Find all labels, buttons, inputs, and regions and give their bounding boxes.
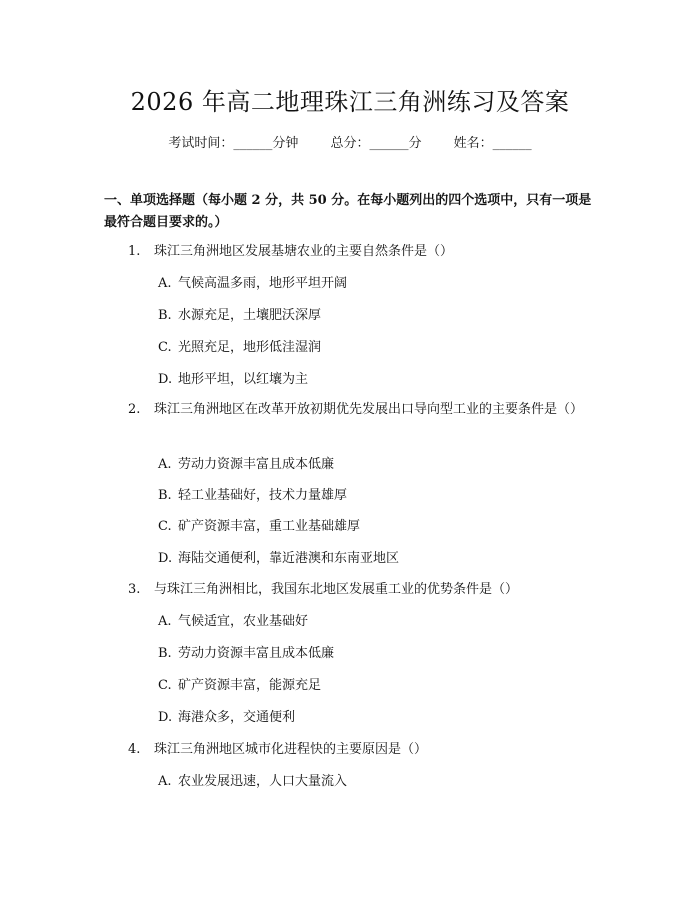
question-2 (104, 399, 600, 421)
option-text: 光照充足，地形低洼湿润 (178, 340, 322, 355)
question-4 (104, 739, 600, 761)
option-letter: A. (158, 457, 172, 472)
option-letter: A. (158, 276, 172, 291)
option (158, 337, 578, 359)
option-letter: B. (158, 646, 172, 661)
option-text: 轻工业基础好，技术力量雄厚 (178, 488, 348, 503)
option (158, 369, 578, 391)
question-1 (104, 241, 600, 263)
option-text: 矿产资源丰富，能源充足 (178, 678, 322, 693)
option (158, 454, 578, 476)
exam-time: 考试时间：______分钟 (168, 136, 299, 151)
question-number: 1. (128, 244, 141, 259)
option-text: 矿产资源丰富，重工业基础雄厚 (178, 519, 361, 534)
exam-info (0, 132, 700, 151)
option (158, 516, 578, 538)
option-letter: A. (158, 614, 172, 629)
option-text: 气候高温多雨，地形平坦开阔 (178, 276, 348, 291)
option (158, 485, 578, 507)
option (158, 305, 578, 327)
option-letter: D. (158, 710, 173, 725)
option-letter: C. (158, 678, 172, 693)
option-letter: C. (158, 519, 172, 534)
option-letter: A. (158, 774, 172, 789)
question-number: 4. (128, 742, 141, 757)
option (158, 771, 578, 793)
question-text: 珠江三角洲地区发展基塘农业的主要自然条件是（） (154, 244, 454, 259)
option (158, 611, 578, 633)
option-text: 劳动力资源丰富且成本低廉 (178, 646, 335, 661)
question-number: 3. (128, 582, 141, 597)
section-heading: 一、单项选择题（每小题 2 分，共 50 分。在每小题列出的四个选项中，只有一项是最符合题目要求的。） (104, 193, 592, 230)
option-text: 地形平坦，以红壤为主 (178, 372, 309, 387)
option-text: 劳动力资源丰富且成本低廉 (178, 457, 335, 472)
option-text: 海港众多，交通便利 (178, 710, 296, 725)
option (158, 707, 578, 729)
option-text: 气候适宜，农业基础好 (178, 614, 309, 629)
student-name: 姓名：______ (453, 136, 532, 151)
option-letter: D. (158, 372, 173, 387)
question-3 (104, 579, 600, 601)
option-letter: B. (158, 488, 172, 503)
option (158, 548, 578, 570)
option-text: 农业发展迅速，人口大量流入 (178, 774, 348, 789)
option (158, 643, 578, 665)
question-text: 珠江三角洲地区城市化进程快的主要原因是（） (154, 742, 428, 757)
total-score: 总分：______分 (330, 136, 422, 151)
option (158, 675, 578, 697)
option-text: 水源充足，土壤肥沃深厚 (178, 308, 322, 323)
option-letter: B. (158, 308, 172, 323)
question-text: 与珠江三角洲相比，我国东北地区发展重工业的优势条件是（） (154, 582, 519, 597)
option-text: 海陆交通便利，靠近港澳和东南亚地区 (178, 551, 400, 566)
question-text: 珠江三角洲地区在改革开放初期优先发展出口导向型工业的主要条件是（） (154, 402, 584, 417)
option-letter: C. (158, 340, 172, 355)
question-number: 2. (128, 402, 141, 417)
document-title: 2026 年高二地理珠江三角洲练习及答案 (130, 88, 570, 116)
option (158, 273, 578, 295)
option-letter: D. (158, 551, 173, 566)
